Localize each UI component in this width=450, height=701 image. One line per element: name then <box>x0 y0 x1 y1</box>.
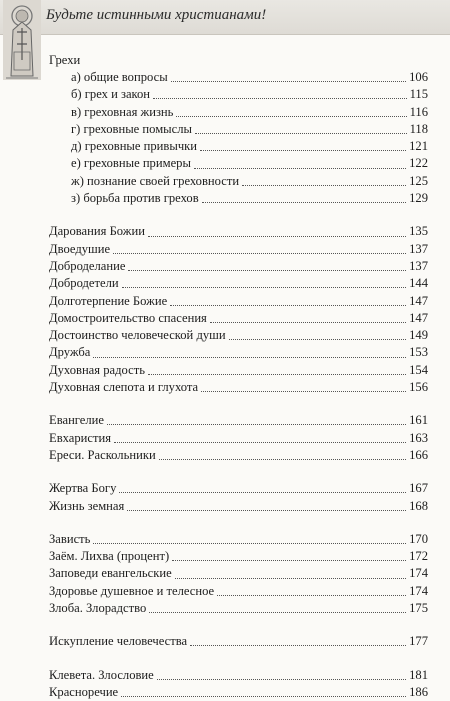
entry-title: д) греховные привычки <box>71 139 198 154</box>
page-number: 129 <box>409 191 428 206</box>
toc-entry <box>49 633 428 650</box>
page-number: 181 <box>409 667 428 682</box>
entry-group <box>49 667 428 701</box>
dot-leader <box>242 175 406 186</box>
page-number: 125 <box>409 173 428 188</box>
page-number: 149 <box>409 328 428 343</box>
dot-leader <box>127 500 406 511</box>
page-number: 177 <box>409 634 428 649</box>
page-number: 175 <box>409 601 428 616</box>
toc-entry <box>49 583 428 600</box>
dot-leader <box>229 329 407 340</box>
dot-leader <box>107 414 406 425</box>
dot-leader <box>170 295 406 306</box>
group-spacer <box>49 651 428 667</box>
dot-leader <box>149 602 406 613</box>
page-header <box>0 0 450 40</box>
toc-entry <box>49 69 428 86</box>
dot-leader <box>210 312 406 323</box>
entry-title: Дружба <box>49 345 91 360</box>
entry-title: Заём. Лихва (процент) <box>49 549 170 564</box>
dot-leader <box>194 158 406 169</box>
group-spacer <box>49 617 428 633</box>
entry-title: Домостроительство спасения <box>49 310 207 325</box>
toc-entry <box>49 362 428 379</box>
page-number: 116 <box>409 104 428 119</box>
page-number: 147 <box>409 310 428 325</box>
toc-entry <box>49 430 428 447</box>
toc-entry <box>49 104 428 121</box>
entry-title: Духовная слепота и глухота <box>49 380 199 395</box>
entry-title: г) греховные помыслы <box>71 121 192 136</box>
page-number: 153 <box>409 345 428 360</box>
dot-leader <box>148 364 406 375</box>
page-number: 106 <box>409 70 428 84</box>
page-number: 135 <box>409 224 428 239</box>
entry-title: а) общие вопросы <box>71 70 168 84</box>
toc-entry <box>49 310 428 327</box>
toc-entry <box>49 498 428 515</box>
page-number: 167 <box>409 481 428 496</box>
entry-title: Долготерпение Божие <box>49 293 168 308</box>
dot-leader <box>201 381 406 392</box>
page-number: 115 <box>409 87 428 102</box>
entry-group <box>49 412 428 464</box>
dot-leader <box>190 635 406 646</box>
group-spacer <box>49 396 428 412</box>
entry-title: Клевета. Злословие <box>49 667 154 682</box>
dot-leader <box>175 568 406 579</box>
group-spacer <box>49 207 428 223</box>
page-number: 144 <box>409 276 428 291</box>
entry-title: Добродетели <box>49 276 119 291</box>
toc-entry <box>49 241 428 258</box>
page-number: 172 <box>409 549 428 564</box>
page-number: 168 <box>409 498 428 513</box>
page-number: 154 <box>409 362 428 377</box>
entry-title: Дарования Божии <box>49 224 145 239</box>
entry-title: Евангелие <box>49 413 105 428</box>
toc-entry <box>49 480 428 497</box>
dot-leader <box>93 533 406 544</box>
entry-title: в) греховная жизнь <box>71 104 174 119</box>
toc-entry <box>49 412 428 429</box>
toc-entry <box>49 223 428 240</box>
dot-leader <box>121 686 406 697</box>
entry-title: Злоба. Злорадство <box>49 601 147 616</box>
dot-leader <box>113 243 406 254</box>
toc-entry <box>49 447 428 464</box>
entry-title: з) борьба против грехов <box>71 191 199 206</box>
toc-entry <box>49 667 428 684</box>
toc-entry <box>49 684 428 701</box>
entry-title: Евхаристия <box>49 430 112 445</box>
dot-leader <box>195 123 407 134</box>
toc-entry <box>49 138 428 155</box>
group-spacer <box>49 515 428 531</box>
toc-entry <box>49 600 428 617</box>
dot-leader <box>159 449 406 460</box>
dot-leader <box>119 482 406 493</box>
entry-title: Доброделание <box>49 258 126 273</box>
toc-entry <box>49 327 428 344</box>
dot-leader <box>114 432 406 443</box>
dot-leader <box>171 71 406 82</box>
dot-leader <box>200 140 406 151</box>
sub-item-list <box>49 69 428 207</box>
entry-title: Здоровье душевное и телесное <box>49 583 215 598</box>
entry-title: ж) познание своей греховности <box>71 173 240 188</box>
dot-leader <box>157 669 406 680</box>
page-number: 166 <box>409 447 428 462</box>
page-number: 174 <box>409 566 428 581</box>
entry-group <box>49 480 428 515</box>
entry-title: б) грех и закон <box>71 87 151 102</box>
toc-entry <box>49 379 428 396</box>
entry-title: Ереси. Раскольники <box>49 447 156 462</box>
entry-group <box>49 531 428 617</box>
toc-entry <box>49 121 428 138</box>
entry-title: Двоедушие <box>49 241 111 256</box>
entry-group <box>49 223 428 396</box>
entry-title: Достоинство человеческой души <box>49 328 226 343</box>
page-number: 137 <box>409 258 428 273</box>
dot-leader <box>122 277 406 288</box>
toc-entry <box>49 531 428 548</box>
dot-leader <box>153 88 407 99</box>
page-number: 118 <box>409 121 428 136</box>
page-number: 122 <box>409 156 428 171</box>
page-number: 163 <box>409 430 428 445</box>
page-number: 186 <box>409 684 428 699</box>
toc-entry <box>49 275 428 292</box>
dot-leader <box>93 347 406 358</box>
toc-entry <box>49 155 428 172</box>
toc-entry <box>49 344 428 361</box>
page-number: 147 <box>409 293 428 308</box>
entry-groups <box>49 207 428 701</box>
dot-leader <box>148 226 406 237</box>
section-title: Грехи <box>49 53 81 67</box>
toc-entry <box>49 173 428 190</box>
toc-entry <box>49 258 428 275</box>
dot-leader <box>217 585 406 596</box>
toc-entry <box>49 86 428 103</box>
page-number: 161 <box>409 413 428 428</box>
page-number: 137 <box>409 241 428 256</box>
running-title: Будьте истинными христианами! <box>46 7 267 23</box>
page-number: 156 <box>409 380 428 395</box>
dot-leader <box>172 550 406 561</box>
saint-icon <box>3 0 41 80</box>
entry-title: Духовная радость <box>49 362 145 377</box>
dot-leader <box>176 106 406 117</box>
toc-entry <box>49 293 428 310</box>
entry-title: Заповеди евангельские <box>49 566 172 581</box>
entry-title: Жизнь земная <box>49 498 125 513</box>
page-number: 174 <box>409 583 428 598</box>
entry-title: Жертва Богу <box>49 481 117 496</box>
entry-title: Зависть <box>49 531 91 546</box>
entry-title: Красноречие <box>49 684 119 699</box>
dot-leader <box>202 192 406 203</box>
page-number: 121 <box>409 139 428 154</box>
entry-title: е) греховные примеры <box>71 156 191 171</box>
entry-title: Искупление человечества <box>49 634 188 649</box>
toc-entry <box>49 565 428 582</box>
group-spacer <box>49 464 428 480</box>
page-number: 170 <box>409 531 428 546</box>
entry-group <box>49 633 428 650</box>
toc-entry <box>49 190 428 207</box>
table-of-contents <box>49 52 428 701</box>
toc-entry <box>49 548 428 565</box>
dot-leader <box>128 260 406 271</box>
